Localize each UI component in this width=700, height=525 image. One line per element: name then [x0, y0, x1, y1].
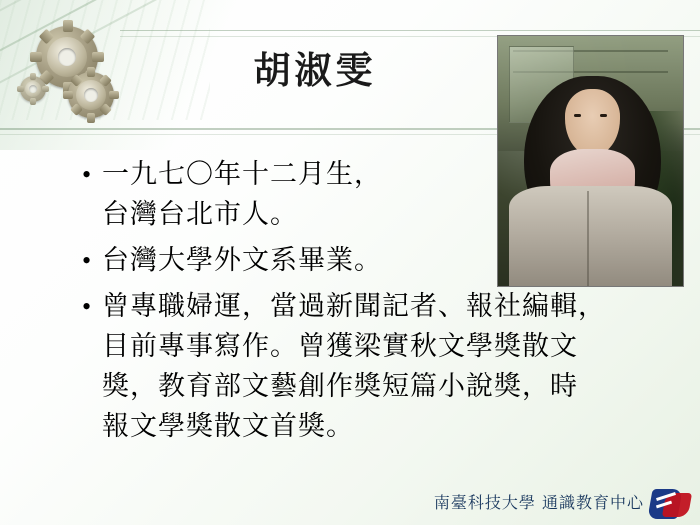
- list-item-line: 獎，教育部文藝創作獎短篇小說獎，時: [102, 371, 578, 402]
- list-item: [82, 287, 672, 447]
- bullet-marker: •: [82, 160, 92, 189]
- list-item-text: [102, 287, 672, 447]
- list-item-line: 台灣大學外文系畢業。: [102, 245, 382, 276]
- page-title: 胡淑雯: [253, 48, 377, 92]
- bullet-marker: •: [82, 292, 92, 321]
- gears-decoration: [18, 24, 138, 134]
- list-item-line: 台灣台北市人。: [102, 199, 298, 230]
- gear-icon-small: [20, 76, 46, 102]
- list-item-line: 報文學獎散文首獎。: [102, 411, 354, 442]
- list-item-line: 曾專職婦運，當過新聞記者、報社編輯，: [102, 291, 606, 322]
- list-item: [82, 155, 422, 235]
- footer-text: 南臺科技大學 通識教育中心: [433, 493, 644, 512]
- bullet-list: [82, 155, 672, 453]
- university-logo: [650, 487, 694, 521]
- list-item: [82, 241, 672, 281]
- header-divider: [120, 30, 700, 31]
- list-item-line: 一九七〇年十二月生，: [102, 159, 382, 190]
- list-item-text: [102, 155, 422, 235]
- gear-icon: [68, 72, 114, 118]
- bullet-marker: •: [82, 246, 92, 275]
- list-item-line: 目前專事寫作。曾獲梁實秋文學獎散文: [102, 331, 578, 362]
- list-item-text: [102, 241, 672, 281]
